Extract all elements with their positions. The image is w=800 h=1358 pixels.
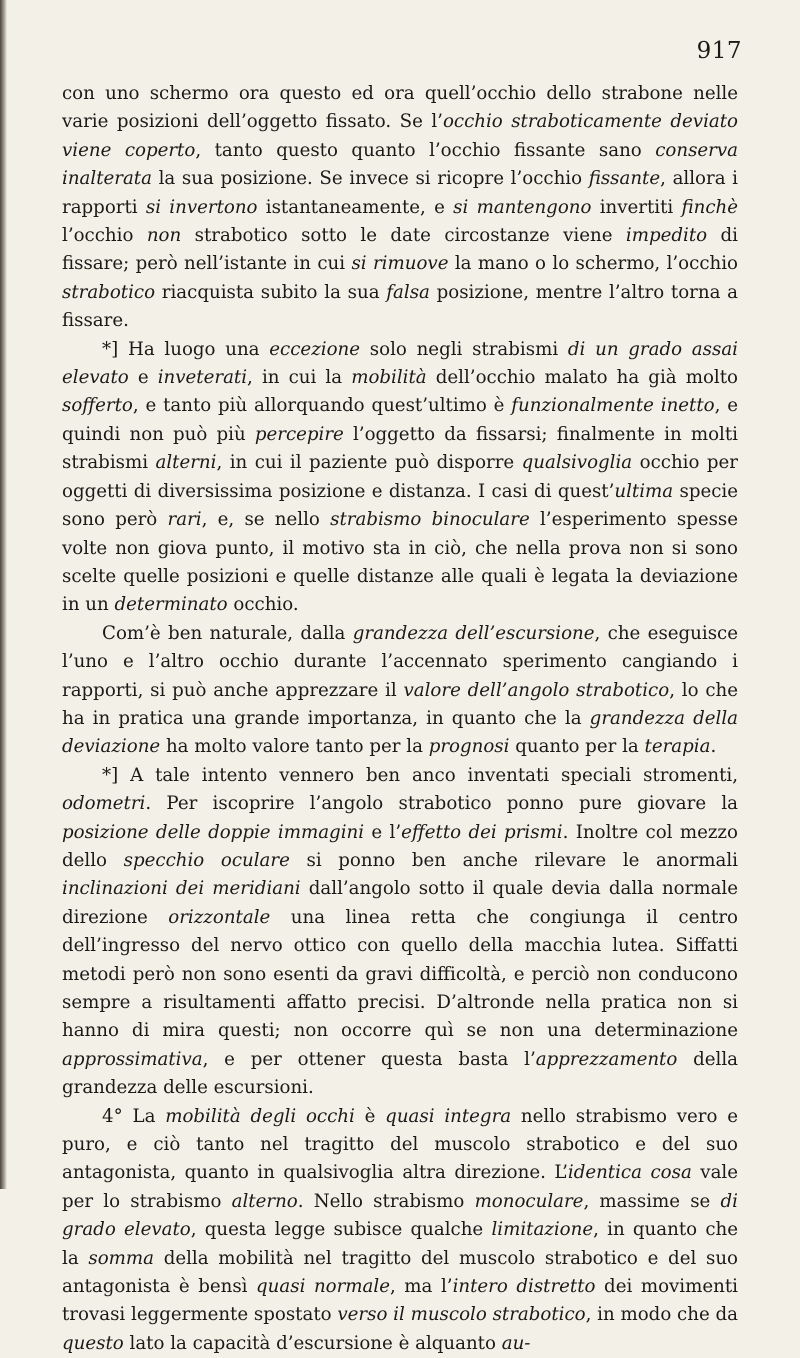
italic-run: strabismo binoculare: [330, 509, 530, 531]
italic-run: apprezzamento: [535, 1048, 678, 1070]
italic-run: funzionalmente inetto: [511, 395, 715, 417]
text-run: e: [128, 367, 158, 389]
italic-run: mobilità degli occhi: [165, 1105, 355, 1127]
paragraph-1: [62, 80, 738, 336]
text-run: una linea retta che congiunga il centro dell’ingresso del nervo ottico con quello della macchia lutea. Siffatti metodi però non sono esenti da gravi difficoltà, e perciò non conducono sempre a risultamenti affatto precisi. D’altronde nella pratica non si hanno di mira questi; non occorre quì se non una determinazione: [62, 906, 739, 1042]
text-run: . Per iscoprire l’angolo strabotico ponno pure giovare la: [145, 793, 738, 815]
italic-run: approssimativa: [62, 1048, 203, 1070]
italic-run: impedito: [625, 225, 708, 247]
text-run: occhio.: [227, 594, 299, 616]
italic-run: alterno: [231, 1190, 298, 1212]
text-run: , in cui la: [247, 367, 352, 389]
text-run: si ponno ben anche rilevare le anormali: [289, 849, 738, 871]
text-run: della mobilità nel tragitto del muscolo strabotico e del suo antagonista è bensì: [62, 1247, 738, 1298]
body-text: [62, 80, 738, 1358]
text-run: ha molto valore tanto per la: [160, 736, 429, 758]
text-run: . Nello strabismo: [297, 1190, 475, 1212]
italic-run: inclinazioni dei meridiani: [62, 878, 301, 900]
text-run: la mano o lo schermo, l’occhio: [448, 253, 738, 275]
italic-run: somma: [88, 1247, 154, 1269]
page-spine-shadow: [0, 0, 7, 1189]
italic-run: percepire: [254, 423, 344, 445]
text-run: specie sono però: [62, 480, 738, 531]
text-run: strabotico sotto le date circostanze viene: [181, 225, 626, 247]
paragraph-3: [62, 620, 738, 762]
text-run: l’occhio: [62, 225, 147, 247]
italic-run: si invertono: [145, 196, 258, 218]
italic-run: inveterati: [157, 367, 248, 389]
text-run: dei movimenti trovasi leggermente spostato: [62, 1276, 738, 1326]
paragraph-4: [62, 762, 738, 1103]
italic-run: si mantengono: [453, 196, 592, 218]
italic-run: posizione delle doppie immagini: [62, 821, 365, 843]
italic-run: terapia: [644, 736, 711, 758]
text-run: posizione, mentre l’altro torna a fissare.: [62, 281, 739, 332]
text-run: , che eseguisce l’uno e l’altro occhio durante l’accennato sperimento cangiando i rapporti, si può anche apprezzare il: [62, 622, 738, 701]
italic-run: occhio straboticamente deviato viene coperto: [62, 111, 738, 161]
text-run: di fissare; però nell’istante in cui: [62, 225, 738, 275]
text-run: *] A tale intento vennero ben anco inventati speciali stromenti,: [102, 764, 738, 786]
text-run: , in quanto che la: [62, 1219, 738, 1269]
text-run: .: [710, 736, 717, 758]
italic-run: valore dell’angolo strabotico: [403, 679, 670, 701]
italic-run: grandezza dell’escursione: [352, 622, 595, 644]
text-run: , allora i rapporti: [62, 168, 738, 218]
text-run: è: [354, 1105, 386, 1127]
italic-run: di un grado assai elevato: [62, 338, 738, 389]
italic-run: finchè: [681, 196, 739, 218]
text-run: vale per lo strabismo: [62, 1162, 739, 1212]
italic-run: rari: [167, 509, 202, 531]
italic-run: strabotico: [62, 281, 156, 303]
italic-run: sofferto: [62, 395, 133, 417]
italic-run: qualsivoglia: [521, 452, 633, 474]
text-run: occhio per oggetti di diversissima posizione e distanza. I casi di quest’: [62, 452, 738, 502]
text-run: solo negli strabismi: [360, 338, 568, 360]
text-run: invertiti: [591, 196, 682, 218]
italic-run: quasi normale: [256, 1276, 390, 1298]
text-run: , in modo che da: [585, 1304, 738, 1326]
italic-run: mobilità: [351, 367, 427, 389]
italic-run: fissante: [588, 168, 661, 190]
text-run: l’oggetto da fissarsi; finalmente in molti strabismi: [62, 423, 738, 474]
italic-run: effetto dei prismi: [401, 821, 563, 843]
italic-run: questo: [62, 1332, 124, 1354]
italic-run: determinato: [114, 594, 228, 616]
italic-run: di grado elevato: [62, 1190, 738, 1241]
paragraph-2: [62, 336, 738, 620]
italic-run: si rimuove: [351, 253, 449, 275]
italic-run: grandezza della deviazione: [62, 707, 738, 758]
text-run: , questa legge subisce qualche: [190, 1219, 492, 1241]
italic-run: falsa: [386, 281, 430, 303]
text-run: istantaneamente, e: [257, 196, 454, 218]
text-run: e l’: [364, 821, 402, 843]
text-run: *] Ha luogo una: [102, 338, 270, 360]
italic-run: identica cosa: [567, 1162, 692, 1184]
text-run: la sua posizione. Se invece si ricopre l’occhio: [151, 168, 589, 190]
text-run: , e quindi non può più: [62, 395, 738, 445]
italic-run: non: [146, 225, 182, 247]
italic-run: orizzontale: [168, 906, 271, 928]
italic-run: monoculare: [474, 1190, 584, 1212]
text-run: l’esperimento spesse volte non giova punto, il motivo sta in ciò, che nella prova non si sono scelte quelle posizioni e quelle distanze alle quali è legata la deviazione in un: [62, 509, 739, 616]
text-run: , massime se: [583, 1190, 721, 1212]
italic-run: ultima: [614, 480, 674, 502]
text-run: quanto per la: [509, 736, 645, 758]
text-run: della grandezza delle escursioni.: [62, 1048, 738, 1099]
text-run: 4° La: [102, 1105, 166, 1127]
text-run: , e, se nello: [201, 509, 331, 531]
italic-run: intero distretto: [452, 1276, 596, 1298]
text-run: nello strabismo vero e puro, e ciò tanto nel tragitto del muscolo strabotico e del suo antagonista, quanto in qualsivoglia altra direzione. L’: [62, 1105, 738, 1184]
text-run: , ma l’: [389, 1276, 453, 1298]
text-run: , tanto questo quanto l’occhio fissante sano: [195, 139, 656, 161]
text-run: dall’angolo sotto il quale devia dalla normale direzione: [62, 878, 738, 928]
text-run: Com’è ben naturale, dalla: [102, 622, 353, 644]
italic-run: specchio oculare: [123, 849, 290, 871]
text-run: con uno schermo ora questo ed ora quell’occhio dello strabone nelle varie posizioni dell’oggetto fissato. Se l’: [62, 83, 738, 133]
italic-run: prognosi: [428, 736, 510, 758]
text-run: , in cui il paziente può disporre: [216, 452, 522, 474]
italic-run: verso il muscolo strabotico: [337, 1304, 586, 1326]
text-run: , e per ottener questa basta l’: [202, 1048, 536, 1070]
italic-run: limitazione: [491, 1219, 594, 1241]
text-run: riacquista subito la sua: [155, 281, 387, 303]
text-run: , lo che ha in pratica una grande importanza, in quanto che la: [62, 679, 738, 729]
page-number: 917: [696, 38, 742, 64]
text-run: . Inoltre col mezzo dello: [62, 821, 738, 871]
italic-run: quasi integra: [385, 1105, 512, 1127]
italic-run: au-: [501, 1332, 531, 1354]
text-run: , e tanto più allorquando quest’ultimo è: [132, 395, 512, 417]
italic-run: eccezione: [269, 338, 361, 360]
italic-run: conserva inalterata: [62, 139, 738, 190]
text-run: dell’occhio malato ha già molto: [426, 367, 738, 389]
text-run: lato la capacità d’escursione è alquanto: [123, 1332, 502, 1354]
italic-run: alterni: [155, 452, 217, 474]
paragraph-5: [62, 1103, 738, 1358]
italic-run: odometri: [62, 793, 146, 815]
